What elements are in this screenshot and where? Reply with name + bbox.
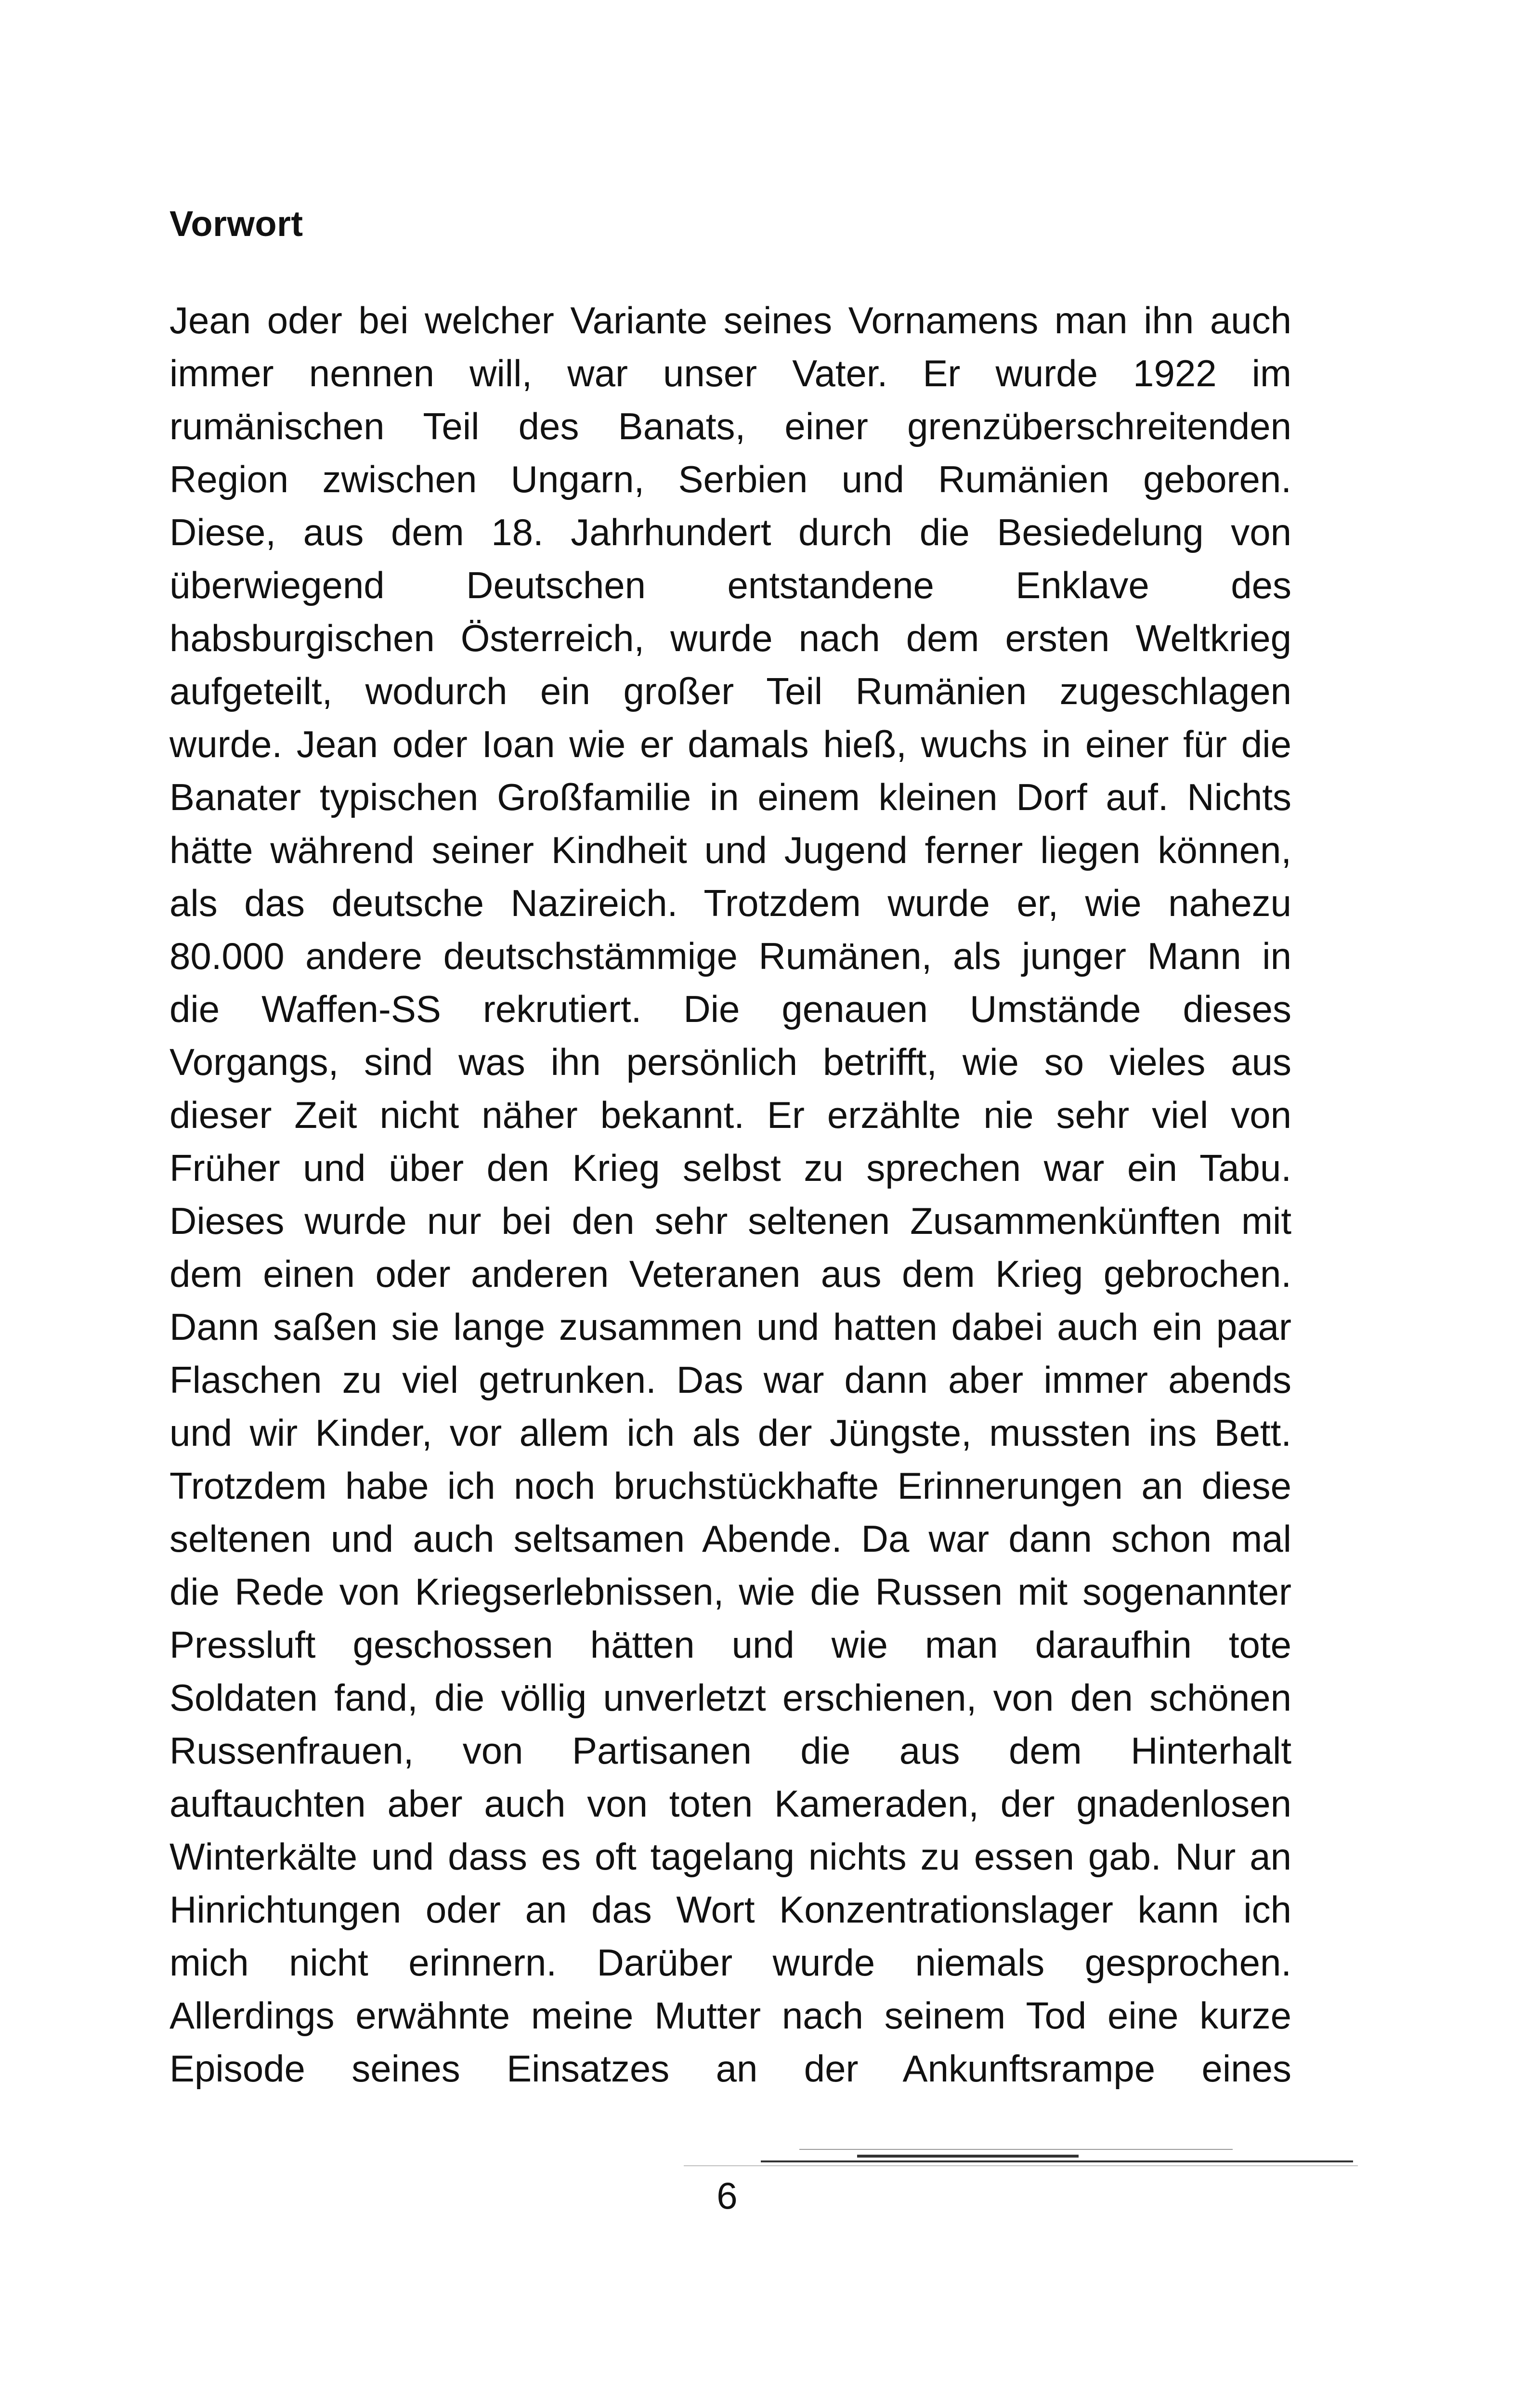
text-line: überwiegend Deutschen entstandene Enklave des [169,564,1291,606]
text-line: Allerdings erwähnte meine Mutter nach seinem Tod eine kurze [169,1994,1291,2037]
text-line: seltenen und auch seltsamen Abende. Da war dann schon mal [169,1518,1291,1560]
text-line: Vorgangs, sind was ihn persönlich betrifft, wie so vieles aus [169,1041,1291,1083]
text-line: Diese, aus dem 18. Jahrhundert durch die Besiedelung von [169,511,1291,553]
text-line: rumänischen Teil des Banats, einer grenzüberschreitenden [169,405,1291,447]
text-line: auftauchten aber auch von toten Kameraden, der gnadenlosen [169,1782,1291,1825]
chapter-heading: Vorwort [169,204,303,244]
text-line: wurde. Jean oder Ioan wie er damals hieß, wuchs in einer für die [169,723,1291,765]
text-line: Dann saßen sie lange zusammen und hatten dabei auch ein paar [169,1306,1291,1348]
text-line: Russenfrauen, von Partisanen die aus dem Hinterhalt [169,1729,1291,1772]
body-text [169,294,1291,2095]
text-line: Früher und über den Krieg selbst zu sprechen war ein Tabu. [169,1147,1291,1189]
footer-divider [799,2149,1233,2150]
text-line: Jean oder bei welcher Variante seines Vornamens man ihn auch [169,299,1291,341]
text-line: immer nennen will, war unser Vater. Er wurde 1922 im [169,352,1291,394]
text-line: 80.000 andere deutschstämmige Rumänen, als junger Mann in [169,935,1291,977]
text-line: Winterkälte und dass es oft tagelang nichts zu essen gab. Nur an [169,1835,1291,1878]
text-line: mich nicht erinnern. Darüber wurde niemals gesprochen. [169,1941,1291,1984]
text-line: habsburgischen Österreich, wurde nach dem ersten Weltkrieg [169,617,1291,659]
text-line: als das deutsche Nazireich. Trotzdem wurde er, wie nahezu [169,882,1291,924]
text-line: dieser Zeit nicht näher bekannt. Er erzählte nie sehr viel von [169,1094,1291,1136]
footer-divider [761,2160,1353,2162]
footer-divider [684,2165,1358,2166]
text-line: Banater typischen Großfamilie in einem kleinen Dorf auf. Nichts [169,776,1291,818]
text-line: Soldaten fand, die völlig unverletzt erschienen, von den schönen [169,1676,1291,1719]
footer-divider [857,2155,1079,2158]
text-line: Episode seines Einsatzes an der Ankunftsrampe eines [169,2047,1291,2090]
text-line: dem einen oder anderen Veteranen aus dem Krieg gebrochen. [169,1253,1291,1295]
text-line: aufgeteilt, wodurch ein großer Teil Rumänien zugeschlagen [169,670,1291,712]
text-line: die Rede von Kriegserlebnissen, wie die Russen mit sogenannter [169,1570,1291,1613]
text-line: Hinrichtungen oder an das Wort Konzentrationslager kann ich [169,1888,1291,1931]
text-line: Trotzdem habe ich noch bruchstückhafte Erinnerungen an diese [169,1465,1291,1507]
text-line: Region zwischen Ungarn, Serbien und Rumänien geboren. [169,458,1291,500]
text-line: Pressluft geschossen hätten und wie man daraufhin tote [169,1623,1291,1666]
text-line: die Waffen-SS rekrutiert. Die genauen Umstände dieses [169,988,1291,1030]
page-number: 6 [716,2174,738,2217]
text-line: und wir Kinder, vor allem ich als der Jüngste, mussten ins Bett. [169,1412,1291,1454]
text-line: Flaschen zu viel getrunken. Das war dann aber immer abends [169,1359,1291,1401]
text-line: hätte während seiner Kindheit und Jugend ferner liegen können, [169,829,1291,871]
text-line: Dieses wurde nur bei den sehr seltenen Zusammenkünften mit [169,1200,1291,1242]
